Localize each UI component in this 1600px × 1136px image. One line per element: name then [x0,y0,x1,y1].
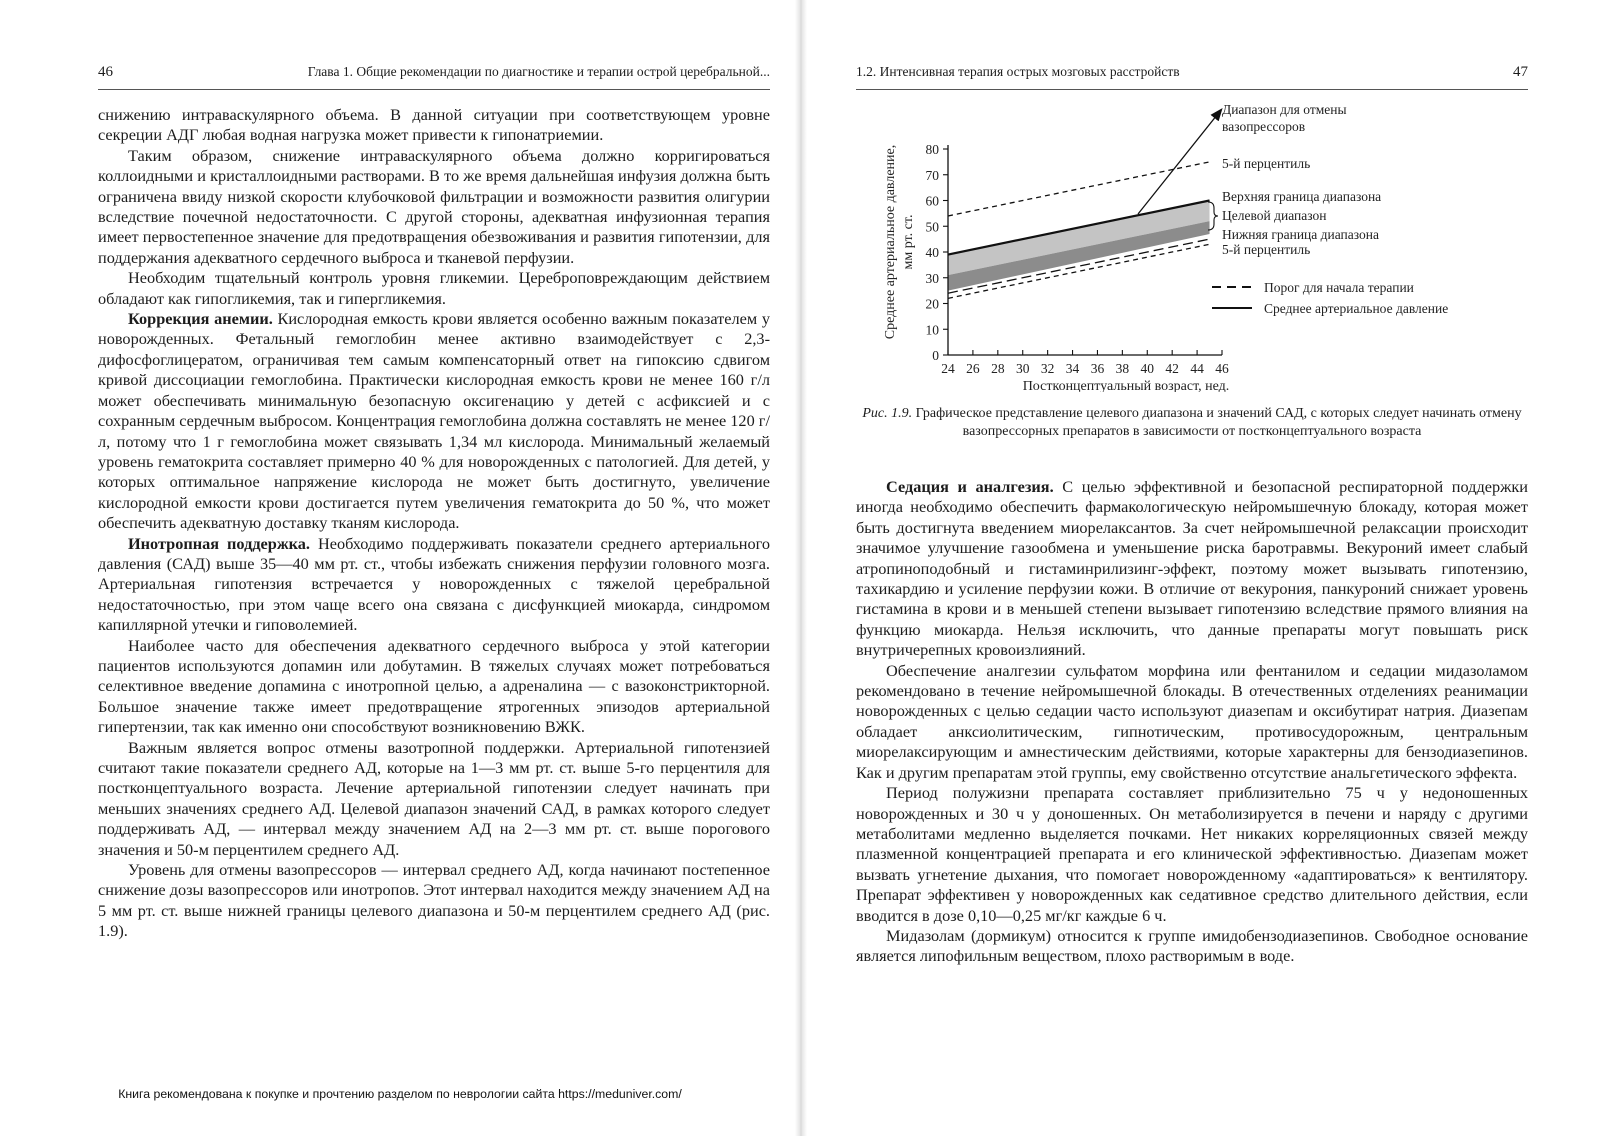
paragraph: Обеспечение аналгезии сульфатом морфина или фентанилом и седации мидазоламом рекомендовано в течение нейромышечной блокады. В отечественных отделениях реанимации новорожденных с целью седации часто используют диазепам и оксибутират натрия. Диазепам обладает анксиолитическим, гипнотическим, противосудорожным, центральным миорелаксирующим и амнестическим действиями, которые характерны для бензодиазепинов. Как и другим препаратам этой группы, ему свойственно отсутствие анальгетического эффекта. [856,660,1528,782]
x-tick-label: 46 [1215,361,1229,376]
x-axis-label: Постконцептуальный возраст, нед. [1022,379,1230,392]
paragraph-anemia: Коррекция анемии. Кислородная емкость крови является особенно важным показателем у новорожденных. Фетальный гемоглобин менее активно взаимодействует с 2,3-дифосфоглицератом, ограничивая тем самым компенсаторный ответ на гипоксию сдвигом кривой диссоциации гемоглобина. Практически кислородная емкость крови не менее 160 г/л может обеспечивать минимальную безопасную оксигенацию у детей с асфиксией и с сохранным сердечным выбросом. Концентрация гемоглобина должна составлять не менее 120 г/л, потому что 1 г гемоглобина может связывать 1,34 мл кислорода. Минимальный желаемый уровень гематокрита составляет примерно 40 % для новорожденных с патологией. Для детей, у которых оптимальное напряжение кислорода не может быть достигнуто, увеличение кислородной емкости крови достигается путем увеличения гематокрита до 50 %, что может обеспечить адекватную доставку тканям кислорода. [98,309,770,533]
heading-inotropic: Инотропная поддержка. [128,533,310,553]
paragraph: Необходим тщательный контроль уровня гликемии. Цереброповреждающим действием обладают как гипогликемия, так и гипергликемия. [98,268,770,308]
y-tick-label: 50 [925,219,939,235]
y-tick-label: 80 [925,142,939,157]
annotation-target-range: Целевой диапазон [1222,208,1327,223]
paragraph: Наиболее часто для обеспечения адекватного сердечного выброса у этой категории пациентов используются допамин или добутамин. В тяжелых случаях может потребоваться селективное введение допамина с инотропной целью, а адреналина — с вазоконстрикторной. Большое значение также имеет предотвращение ятрогенных эпизодов артериальной гипертензии, так как именно они способствуют возникновению ВЖК. [98,635,770,737]
y-tick-label: 60 [925,193,939,209]
annotation-upper-bound: Верхняя граница диапазона [1222,189,1382,204]
running-head-right-title: 1.2. Интенсивная терапия острых мозговых расстройств [856,64,1180,79]
paragraph: Период полужизни препарата составляет приблизительно 75 ч у недоношенных новорожденных и 30 ч у доношенных. Он метаболизируется в печени и наряду с другими метаболитами медленно выделяется почками. Нет никаких корреляционных связей между плазменной концентрацией препарата и его клинической эффективностью. Диазепам может вызвать угнетение дыхания, что помогает новорожденному «адаптироваться» к вентилятору. Препарат эффективен у новорожденных как седативное средство длительного действия, если вводится в дозе 0,10—0,25 мг/кг каждые 6 ч. [856,783,1528,925]
range-cancel-arrow [1138,110,1221,214]
left-page-body [98,105,770,942]
x-tick-label: 26 [966,361,980,376]
x-tick-label: 42 [1165,361,1179,376]
y-tick-label: 10 [925,322,939,338]
legend-dashed-label: Порог для начала терапии [1264,280,1414,295]
page-number-right: 47 [1513,64,1528,80]
annotation-lower-p5: 5-й перцентиль [1222,242,1311,257]
paragraph: снижению интраваскулярного объема. В данной ситуации при соответствующем уровне секреции АДГ любая водная нагрузка может привести к гипонатриемии. [98,105,770,145]
figure-caption-text: Графическое представление целевого диапазона и значений САД, с которых следует начинать отмену вазопрессорных препаратов в зависимости от постконцептуального возраста [912,406,1522,439]
x-tick-label: 38 [1115,361,1130,376]
heading-sedation: Седация и аналгезия. [886,477,1054,496]
paragraph: Мидазолам (дормикум) относится к группе имидобензодиазепинов. Свободное основание является липофильным веществом, плохо растворимым в воде. [856,925,1528,966]
footer-note: Книга рекомендована к покупке и прочтению разделом по неврологии сайта https://meduniver.com/ [118,1087,682,1101]
annotation-upper-p5: 5-й перцентиль [1222,156,1311,171]
x-tick-label: 36 [1090,361,1105,376]
y-tick-label: 0 [932,348,939,363]
page-number-left: 46 [98,64,113,80]
paragraph: Таким образом, снижение интраваскулярного объема должно корригироваться коллоидными и кристаллоидными растворами. В то же время дальнейшая инфузия должна быть ограничена ввиду низкой скорости клубочковой фильтрации и возможности развития олигурии вследствие почечной недостаточности. С другой стороны, адекватная инфузионная терапия имеет первостепенное значение для предотвращения обезвоживания и развития гипотензии, для поддержания адекватного сердечного выброса и тканевой перфузии. [98,145,770,267]
figure-caption-label: Рис. 1.9. [862,406,913,421]
paragraph-inotropic: Инотропная поддержка. Необходимо поддерживать показатели среднего артериального давления (САД) выше 35—40 мм рт. ст., чтобы избежать снижения перфузии головного мозга. Артериальная гипотензия встречается у новорожденных с тяжелой церебральной недостаточностью, при этом чаще всего она связана с дисфункцией миокарда, синдромом капиллярной утечки и гиповолемией. [98,533,771,635]
y-tick-label: 70 [925,167,939,183]
y-tick-label: 20 [925,296,939,312]
annotation-range-cancel-2: вазопрессоров [1222,119,1306,134]
running-head-left [98,64,770,90]
figure-caption [856,405,1528,441]
x-tick-label: 32 [1040,361,1055,376]
annotation-lower-bound: Нижняя граница диапазона [1222,227,1379,242]
right-page [800,0,1600,1136]
x-tick-label: 30 [1015,361,1030,376]
y-axis-label: Среднее артериальное давление, [883,144,898,340]
map-chart [856,92,1546,392]
paragraph-sedation: Седация и аналгезия. С целью эффективной и безопасной респираторной поддержки иногда необходимо обеспечить фармакологическую нейромышечную блокаду, которая может быть достигнута введением миорелаксантов. За счет нейромышечной релаксации происходит значимое улучшение газообмена и уменьшение риска баротравмы. Векуроний имеет слабый атропиноподобный и гистаминрилизинг-эффект, поэтому может вызывать гипотензию, тахикардию и усиление перфузии кожи. В отличие от векурония, панкуроний снижает уровень гистамина в крови и в меньшей степени вызывает гипотензию вследствие прямого влияния на функцию миокарда. Нельзя исключить, что данные препараты могут повышать риск внутричерепных кровоизлияний. [856,477,1528,660]
figure-1-9 [856,92,1546,392]
x-tick-label: 34 [1065,361,1080,376]
y-axis-label-units: мм рт. ст. [901,214,916,270]
running-head-left-title: Глава 1. Общие рекомендации по диагностике и терапии острой церебральной... [307,64,770,79]
annotation-range-cancel-1: Диапазон для отмены [1222,102,1347,117]
heading-anemia: Коррекция анемии. [128,309,273,329]
x-tick-label: 28 [991,361,1005,376]
y-tick-label: 40 [925,245,939,260]
x-tick-label: 40 [1140,361,1155,376]
y-tick-label: 30 [925,270,939,286]
paragraph: Важным является вопрос отмены вазотропной поддержки. Артериальной гипотензией считают такие показатели среднего АД, которые на 1—3 мм рт. ст. выше 5-го перцентиля для постконцептуального возраста. Лечение артериальной гипотензии следует начинать при меньших значениях среднего АД. Целевой диапазон значений САД, в рамках которого следует поддерживать АД, — интервал между значением АД на 2—3 мм рт. ст. выше порогового значения и 50-м перцентилем среднего АД. [98,737,770,859]
x-tick-label: 44 [1190,361,1204,376]
right-page-body [856,477,1528,967]
legend-solid-label: Среднее артериальное давление [1264,301,1449,316]
running-head-right [856,64,1528,90]
paragraph: Уровень для отмены вазопрессоров — интервал среднего АД, когда начинают постепенное снижение дозы вазопрессоров или инотропов. Этот интервал находится между значением АД на 5 мм рт. ст. выше нижней границы целевого диапазона и 50-м перцентилем среднего АД (рис. 1.9). [98,860,770,941]
x-tick-label: 24 [941,361,955,376]
